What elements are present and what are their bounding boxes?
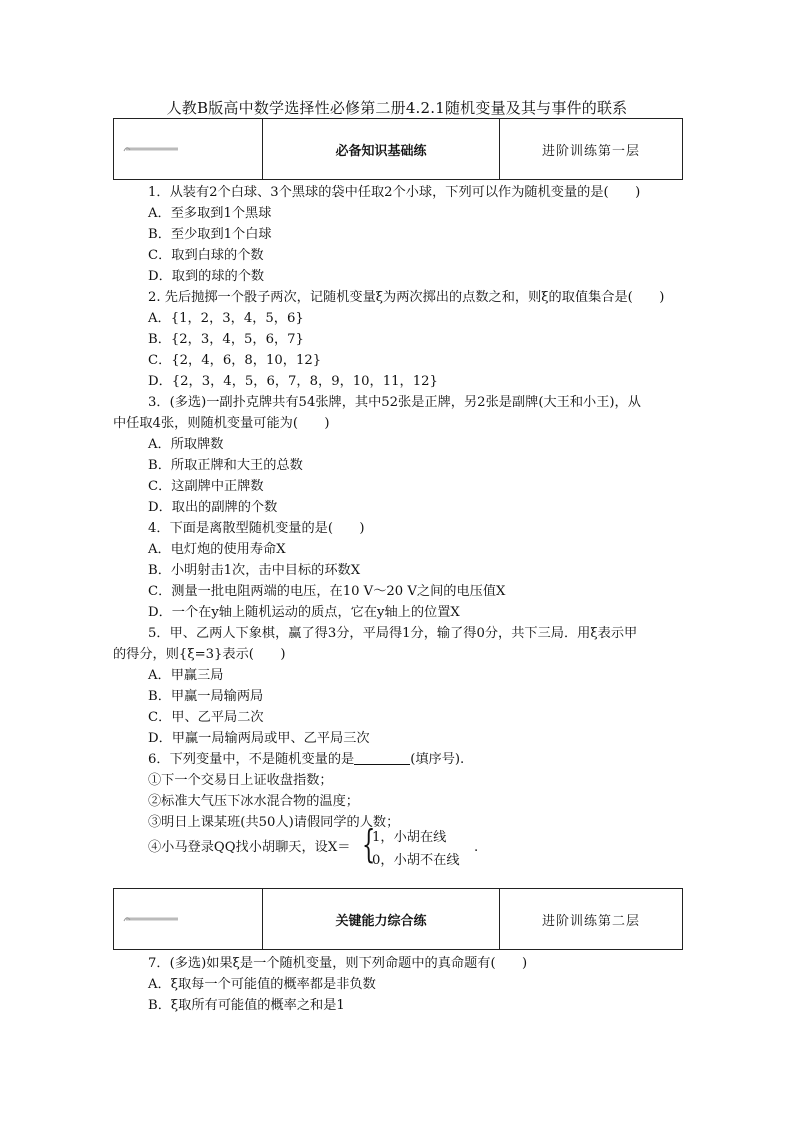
question-7-option-a: A．ξ取每一个可能值的概率都是非负数 bbox=[148, 977, 376, 992]
question-4-option-c: C．测量一批电阻两端的电压，在10 V～20 V之间的电压值X bbox=[148, 584, 506, 599]
question-1-option-c: C．取到白球的个数 bbox=[148, 248, 264, 263]
question-5-option-b: B．甲赢一局输两局 bbox=[148, 689, 264, 704]
question-3-stem-line2: 中任取4张，则随机变量可能为( ) bbox=[113, 416, 330, 431]
section-decor-cell bbox=[114, 889, 263, 949]
question-5-option-a: A．甲赢三局 bbox=[148, 668, 224, 683]
question-3-option-d: D．取出的副牌的个数 bbox=[148, 500, 278, 515]
question-6-stem-suffix: (填序号). bbox=[410, 752, 465, 767]
question-7-option-b: B．ξ取所有可能值的概率之和是1 bbox=[148, 998, 345, 1013]
section-header-basic bbox=[113, 118, 683, 180]
question-2-option-c: C．{2，4，6，8，10，12} bbox=[148, 353, 322, 368]
pen-stroke-icon bbox=[122, 145, 182, 153]
question-2-option-a: A．{1，2，3，4，5，6} bbox=[148, 311, 304, 326]
document-title: 人教B版高中数学选择性必修第二册4.2.1随机变量及其与事件的联系 bbox=[166, 99, 628, 117]
question-6-stem bbox=[148, 749, 464, 770]
question-6-item-4-end: . bbox=[474, 840, 479, 855]
section-level: 进阶训练第一层 bbox=[541, 143, 640, 159]
question-1-option-a: A．至多取到1个黑球 bbox=[148, 206, 272, 221]
section-name: 必备知识基础练 bbox=[263, 119, 500, 179]
question-4-option-b: B．小明射击1次，击中目标的环数X bbox=[148, 563, 361, 578]
question-6-stem-text: 6．下列变量中，不是随机变量的是 bbox=[148, 752, 355, 767]
section-decor-cell bbox=[114, 119, 263, 179]
question-5-option-c: C．甲、乙平局二次 bbox=[148, 710, 264, 725]
question-6-item-4-text: ④小马登录QQ找小胡聊天，设X＝ bbox=[148, 840, 351, 855]
question-5-stem-line2: 的得分，则{ξ=3}表示( ) bbox=[113, 647, 286, 662]
piecewise-case-2: 0，小胡不在线 bbox=[372, 853, 460, 868]
question-2-stem: 2. 先后抛掷一个骰子两次，记随机变量ξ为两次掷出的点数之和，则ξ的取值集合是( ) bbox=[148, 290, 665, 305]
question-4-stem: 4．下面是离散型随机变量的是( ) bbox=[148, 521, 365, 536]
question-3-option-a: A．所取牌数 bbox=[148, 437, 224, 452]
question-7-stem: 7．(多选)如果ξ是一个随机变量，则下列命题中的真命题有( ) bbox=[148, 956, 528, 971]
section-level: 进阶训练第二层 bbox=[541, 913, 640, 929]
question-3-option-b: B．所取正牌和大王的总数 bbox=[148, 458, 303, 473]
piecewise-case-1: 1，小胡在线 bbox=[372, 830, 447, 845]
question-6-item-1: ①下一个交易日上证收盘指数； bbox=[148, 773, 333, 788]
question-2-option-b: B．{2，3，4，5，6，7} bbox=[148, 332, 304, 347]
question-5-option-d: D．甲赢一局输两局或甲、乙平局三次 bbox=[148, 731, 370, 746]
answer-blank bbox=[354, 750, 410, 765]
question-4-option-d: D．一个在y轴上随机运动的质点，它在y轴上的位置X bbox=[148, 605, 460, 620]
question-1-stem: 1．从装有2个白球、3个黑球的袋中任取2个小球，下列可以作为随机变量的是( ) bbox=[148, 185, 641, 200]
section-header-advanced bbox=[113, 888, 683, 950]
pen-stroke-icon bbox=[122, 915, 182, 923]
question-4-option-a: A．电灯炮的使用寿命X bbox=[148, 542, 286, 557]
question-6-item-3: ③明日上课某班(共50人)请假同学的人数； bbox=[148, 815, 400, 830]
question-2-option-d: D．{2，3，4，5，6，7，8，9，10，11，12} bbox=[148, 374, 438, 389]
question-1-option-d: D．取到的球的个数 bbox=[148, 269, 265, 284]
question-1-option-b: B．至少取到1个白球 bbox=[148, 227, 272, 242]
question-5-stem-line1: 5．甲、乙两人下象棋，赢了得3分，平局得1分，输了得0分，共下三局．用ξ表示甲 bbox=[148, 626, 638, 641]
question-3-option-c: C．这副牌中正牌数 bbox=[148, 479, 264, 494]
piecewise-brace: { bbox=[362, 822, 376, 866]
question-3-stem-line1: 3．(多选)一副扑克牌共有54张牌，其中52张是正牌，另2张是副牌(大王和小王)，从 bbox=[148, 395, 641, 410]
question-6-item-2: ②标准大气压下冰水混合物的温度； bbox=[148, 794, 359, 809]
section-name: 关键能力综合练 bbox=[263, 889, 500, 949]
